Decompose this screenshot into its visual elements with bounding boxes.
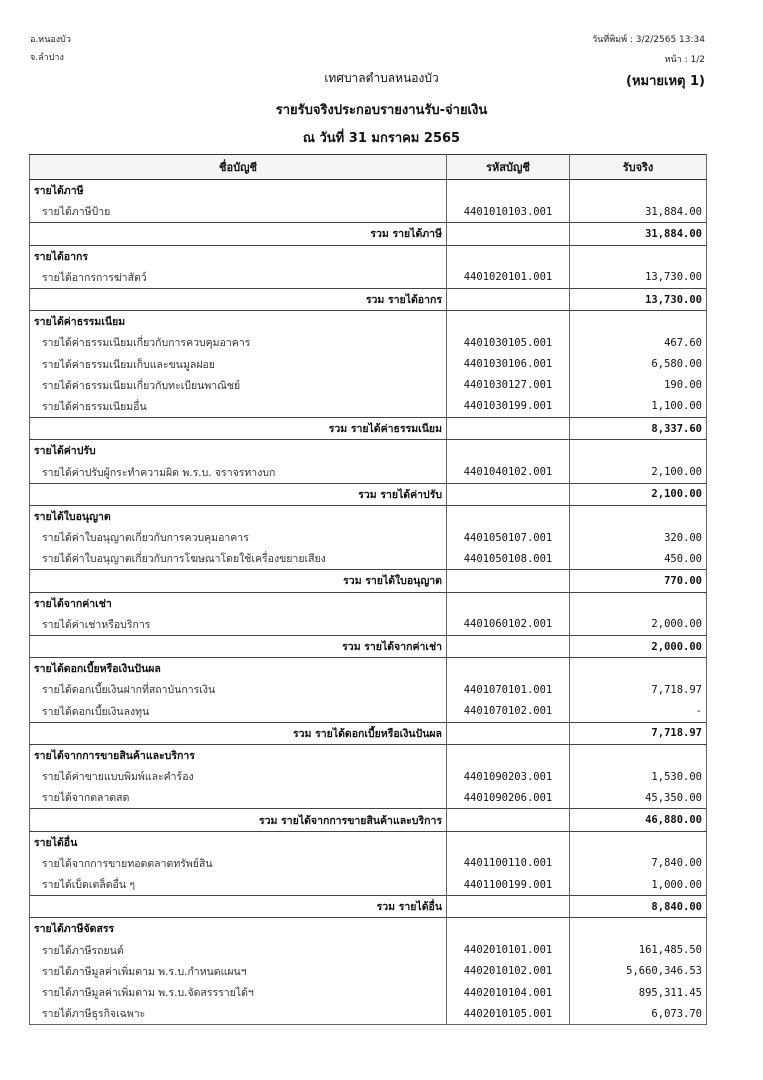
group-total-row — [30, 809, 707, 831]
account-name: รายได้ค่าธรรมเนียมเกี่ยวกับทะเบียนพาณิชย์ — [30, 375, 447, 396]
received-amount: 2,100.00 — [570, 461, 707, 483]
total-code-cell — [447, 722, 570, 744]
account-code: 4401070102.001 — [447, 701, 570, 723]
group-total-row — [30, 635, 707, 657]
group-header-row — [30, 440, 707, 462]
account-name: รายได้เบ็ดเตล็ดอื่น ๆ — [30, 874, 447, 896]
account-code: 4402010105.001 — [447, 1003, 570, 1025]
received-amount: 45,350.00 — [570, 787, 707, 809]
group-header-row — [30, 744, 707, 766]
account-name: รายได้ภาษีมูลค่าเพิ่มตาม พ.ร.บ.กำหนดแผนฯ — [30, 961, 447, 982]
total-amount: 770.00 — [570, 570, 707, 592]
group-code-cell — [447, 440, 570, 462]
total-code-cell — [447, 809, 570, 831]
table-row — [30, 766, 707, 787]
group-title: รายได้ภาษีจัดสรร — [30, 918, 447, 940]
table-row — [30, 527, 707, 548]
account-code: 4401060102.001 — [447, 614, 570, 636]
received-amount: 467.60 — [570, 332, 707, 353]
group-amount-cell — [570, 831, 707, 853]
group-amount-cell — [570, 180, 707, 202]
account-name: รายได้ค่าธรรมเนียมอื่น — [30, 396, 447, 418]
total-code-cell — [447, 570, 570, 592]
table-row — [30, 679, 707, 700]
received-amount: 6,580.00 — [570, 354, 707, 375]
total-code-cell — [447, 896, 570, 918]
group-code-cell — [447, 505, 570, 527]
column-header-amount: รับจริง — [570, 155, 707, 180]
table-row — [30, 961, 707, 982]
account-name: รายได้ค่าใบอนุญาตเกี่ยวกับการโฆษณาโดยใช้เครื่องขยายเสียง — [30, 548, 447, 570]
received-amount: 450.00 — [570, 548, 707, 570]
group-title: รายได้จากการขายสินค้าและบริการ — [30, 744, 447, 766]
total-code-cell — [447, 483, 570, 505]
account-code: 4401030199.001 — [447, 396, 570, 418]
group-code-cell — [447, 744, 570, 766]
group-code-cell — [447, 592, 570, 614]
total-amount: 31,884.00 — [570, 223, 707, 245]
group-title: รายได้ค่าธรรมเนียม — [30, 311, 447, 333]
revenue-table — [29, 154, 707, 1025]
group-title: รายได้อากร — [30, 245, 447, 267]
total-amount: 13,730.00 — [570, 288, 707, 310]
account-code: 4402010101.001 — [447, 940, 570, 961]
total-label: รวม รายได้จากการขายสินค้าและบริการ — [30, 809, 447, 831]
group-amount-cell — [570, 440, 707, 462]
total-amount: 2,000.00 — [570, 635, 707, 657]
account-name: รายได้จากตลาดสด — [30, 787, 447, 809]
account-code: 4401100110.001 — [447, 853, 570, 874]
group-header-row — [30, 658, 707, 680]
total-code-cell — [447, 635, 570, 657]
group-total-row — [30, 288, 707, 310]
table-row — [30, 940, 707, 961]
table-header-row — [30, 155, 707, 180]
print-date: วันที่พิมพ์ : 3/2/2565 13:34 — [592, 35, 705, 45]
group-header-row — [30, 180, 707, 202]
account-code: 4402010104.001 — [447, 982, 570, 1003]
group-code-cell — [447, 311, 570, 333]
total-label: รวม รายได้ค่าปรับ — [30, 483, 447, 505]
account-code: 4402010102.001 — [447, 961, 570, 982]
report-date: ณ วันที่ 31 มกราคม 2565 — [302, 131, 461, 146]
received-amount: 6,073.70 — [570, 1003, 707, 1025]
account-code: 4401090206.001 — [447, 787, 570, 809]
group-total-row — [30, 223, 707, 245]
table-row — [30, 267, 707, 289]
account-name: รายได้ค่าขายแบบพิมพ์และคำร้อง — [30, 766, 447, 787]
group-code-cell — [447, 245, 570, 267]
account-code: 4401010103.001 — [447, 201, 570, 223]
account-code: 4401040102.001 — [447, 461, 570, 483]
account-name: รายได้ดอกเบี้ยเงินลงทุน — [30, 701, 447, 723]
account-name: รายได้อากรการฆ่าสัตว์ — [30, 267, 447, 289]
received-amount: 1,000.00 — [570, 874, 707, 896]
account-code: 4401030127.001 — [447, 375, 570, 396]
group-amount-cell — [570, 744, 707, 766]
account-name: รายได้ค่าธรรมเนียมเกี่ยวกับการควบคุมอาคาร — [30, 332, 447, 353]
total-label: รวม รายได้อื่น — [30, 896, 447, 918]
table-row — [30, 332, 707, 353]
total-amount: 46,880.00 — [570, 809, 707, 831]
group-header-row — [30, 831, 707, 853]
note-label: (หมายเหตุ 1) — [626, 74, 705, 89]
table-row — [30, 787, 707, 809]
table-row — [30, 1003, 707, 1025]
total-code-cell — [447, 223, 570, 245]
group-code-cell — [447, 918, 570, 940]
table-row — [30, 354, 707, 375]
table-row — [30, 396, 707, 418]
group-amount-cell — [570, 505, 707, 527]
received-amount: 161,485.50 — [570, 940, 707, 961]
group-total-row — [30, 418, 707, 440]
total-amount: 2,100.00 — [570, 483, 707, 505]
received-amount: 2,000.00 — [570, 614, 707, 636]
table-row — [30, 982, 707, 1003]
account-name: รายได้ค่าใบอนุญาตเกี่ยวกับการควบคุมอาคาร — [30, 527, 447, 548]
account-name: รายได้ภาษีป้าย — [30, 201, 447, 223]
organization-name: เทศบาลตำบลหนองบัว — [324, 71, 439, 85]
received-amount: 1,100.00 — [570, 396, 707, 418]
account-code: 4401070101.001 — [447, 679, 570, 700]
group-code-cell — [447, 180, 570, 202]
received-amount: 895,311.45 — [570, 982, 707, 1003]
total-label: รวม รายได้จากค่าเช่า — [30, 635, 447, 657]
group-amount-cell — [570, 311, 707, 333]
page-number: หน้า : 1/2 — [664, 55, 705, 65]
account-name: รายได้ดอกเบี้ยเงินฝากที่สถาบันการเงิน — [30, 679, 447, 700]
group-total-row — [30, 570, 707, 592]
total-code-cell — [447, 288, 570, 310]
account-name: รายได้จากการขายทอดตลาดทรัพย์สิน — [30, 853, 447, 874]
district-label: อ.หนองบัว — [30, 35, 71, 45]
account-name: รายได้ค่าธรรมเนียมเก็บและขนมูลฝอย — [30, 354, 447, 375]
province-label: จ.ลำปาง — [30, 53, 64, 63]
account-name: รายได้ค่าเช่าหรือบริการ — [30, 614, 447, 636]
group-code-cell — [447, 831, 570, 853]
received-amount: - — [570, 701, 707, 723]
group-total-row — [30, 896, 707, 918]
received-amount: 7,840.00 — [570, 853, 707, 874]
received-amount: 31,884.00 — [570, 201, 707, 223]
account-name: รายได้ภาษีธุรกิจเฉพาะ — [30, 1003, 447, 1025]
total-code-cell — [447, 418, 570, 440]
group-total-row — [30, 722, 707, 744]
total-label: รวม รายได้อากร — [30, 288, 447, 310]
total-label: รวม รายได้ค่าธรรมเนียม — [30, 418, 447, 440]
group-amount-cell — [570, 918, 707, 940]
group-title: รายได้จากค่าเช่า — [30, 592, 447, 614]
group-amount-cell — [570, 592, 707, 614]
group-title: รายได้ใบอนุญาต — [30, 505, 447, 527]
received-amount: 1,530.00 — [570, 766, 707, 787]
table-row — [30, 614, 707, 636]
received-amount: 7,718.97 — [570, 679, 707, 700]
account-name: รายได้ภาษีรถยนต์ — [30, 940, 447, 961]
table-row — [30, 375, 707, 396]
report-title: รายรับจริงประกอบรายงานรับ-จ่ายเงิน — [275, 103, 488, 118]
table-row — [30, 548, 707, 570]
group-title: รายได้ภาษี — [30, 180, 447, 202]
group-title: รายได้ค่าปรับ — [30, 440, 447, 462]
total-amount: 8,337.60 — [570, 418, 707, 440]
account-code: 4401030105.001 — [447, 332, 570, 353]
group-header-row — [30, 918, 707, 940]
group-amount-cell — [570, 245, 707, 267]
total-label: รวม รายได้ภาษี — [30, 223, 447, 245]
table-row — [30, 874, 707, 896]
account-name: รายได้ค่าปรับผู้กระทำความผิด พ.ร.บ. จราจรทางบก — [30, 461, 447, 483]
account-code: 4401050108.001 — [447, 548, 570, 570]
total-amount: 7,718.97 — [570, 722, 707, 744]
group-title: รายได้อื่น — [30, 831, 447, 853]
received-amount: 5,660,346.53 — [570, 961, 707, 982]
group-header-row — [30, 592, 707, 614]
account-code: 4401100199.001 — [447, 874, 570, 896]
group-header-row — [30, 505, 707, 527]
account-name: รายได้ภาษีมูลค่าเพิ่มตาม พ.ร.บ.จัดสรรรายได้ฯ — [30, 982, 447, 1003]
column-header-account-code: รหัสบัญชี — [447, 155, 570, 180]
table-body — [30, 180, 707, 1025]
group-header-row — [30, 245, 707, 267]
group-header-row — [30, 311, 707, 333]
table-row — [30, 461, 707, 483]
total-label: รวม รายได้ใบอนุญาต — [30, 570, 447, 592]
account-code: 4401030106.001 — [447, 354, 570, 375]
column-header-account-name: ชื่อบัญชี — [30, 155, 447, 180]
table-row — [30, 853, 707, 874]
group-code-cell — [447, 658, 570, 680]
group-total-row — [30, 483, 707, 505]
group-amount-cell — [570, 658, 707, 680]
account-code: 4401050107.001 — [447, 527, 570, 548]
group-title: รายได้ดอกเบี้ยหรือเงินปันผล — [30, 658, 447, 680]
received-amount: 190.00 — [570, 375, 707, 396]
account-code: 4401090203.001 — [447, 766, 570, 787]
received-amount: 320.00 — [570, 527, 707, 548]
account-code: 4401020101.001 — [447, 267, 570, 289]
received-amount: 13,730.00 — [570, 267, 707, 289]
total-label: รวม รายได้ดอกเบี้ยหรือเงินปันผล — [30, 722, 447, 744]
total-amount: 8,840.00 — [570, 896, 707, 918]
table-row — [30, 701, 707, 723]
table-row — [30, 201, 707, 223]
